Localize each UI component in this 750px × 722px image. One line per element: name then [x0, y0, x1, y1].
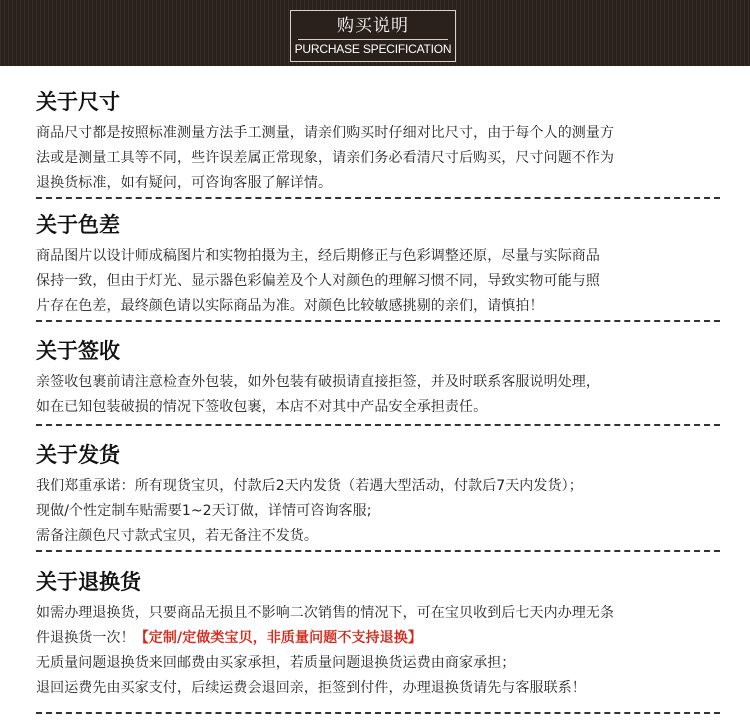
section-color-difference [36, 212, 716, 319]
section-heading: 关于退换货 [36, 570, 141, 594]
section-sign-for [36, 338, 716, 420]
section-text-line: 如在已知包装破损的情况下签收包裹，本店不对其中产品安全承担责任。 [36, 399, 488, 415]
section-heading: 关于签收 [36, 339, 120, 363]
section-text-line [36, 626, 716, 651]
section-text-line: 片存在色差，最终颜色请以实际商品为准。对颜色比较敏感挑剔的亲们，请慎拍！ [36, 298, 544, 314]
dashed-divider [36, 320, 720, 322]
section-text-line: 退换货标准，如有疑问，可咨询客服了解详情。 [36, 175, 333, 191]
section-text-line: 我们郑重承诺：所有现货宝贝，付款后2天内发货（若遇大型活动，付款后7天内发货）； [36, 478, 583, 494]
section-text-line: 商品图片以设计师成稿图片和实物拍摄为主，经后期修正与色彩调整还原，尽量与实际商品 [36, 248, 600, 264]
section-size [36, 89, 716, 196]
header-banner [0, 0, 750, 66]
section-text-line: 退回运费先由买家支付，后续运费会退回亲，拒签到付件，办理退换货请先与客服联系！ [36, 680, 586, 696]
section-text-line: 如需办理退换货，只要商品无损且不影响二次销售的情况下，可在宝贝收到后七天内办理无条 [36, 605, 615, 621]
dashed-divider [36, 197, 720, 199]
dashed-divider [36, 424, 720, 426]
custom-no-return-notice: 【定制/定做类宝贝，非质量问题不支持退换】 [134, 630, 422, 646]
section-heading: 关于色差 [36, 213, 120, 237]
section-text-line: 商品尺寸都是按照标准测量方法手工测量，请亲们购买时仔细对比尺寸，由于每个人的测量方 [36, 125, 615, 141]
dashed-divider [36, 712, 720, 714]
section-text-line: 现做/个性定制车贴需要1~2天订做，详情可咨询客服; [36, 503, 372, 519]
section-text-line: 亲签收包裹前请注意检查外包装，如外包装有破损请直接拒签，并及时联系客服说明处理， [36, 374, 600, 390]
section-heading: 关于发货 [36, 443, 120, 467]
dashed-divider [36, 550, 720, 552]
badge-title-en: PURCHASE SPECIFICATION [294, 42, 452, 56]
section-shipping [36, 442, 716, 549]
purchase-spec-badge [290, 10, 456, 62]
section-text-line: 保持一致，但由于灯光、显示器色彩偏差及个人对颜色的理解习惯不同，导致实物可能与照 [36, 273, 600, 289]
section-text-line: 需备注颜色尺寸款式宝贝，若无备注不发货。 [36, 528, 318, 544]
line-prefix: 件退换货一次！ [36, 630, 135, 646]
section-heading: 关于尺寸 [36, 90, 120, 114]
section-returns [36, 569, 716, 701]
section-text-line: 无质量问题退换货来回邮费由买家承担，若质量问题退换货运费由商家承担； [36, 655, 516, 671]
section-text-line: 法或是测量工具等不同，些许误差属正常现象，请亲们务必看清尺寸后购买，尺寸问题不作为 [36, 150, 615, 166]
badge-title-cn: 购买说明 [337, 16, 409, 36]
